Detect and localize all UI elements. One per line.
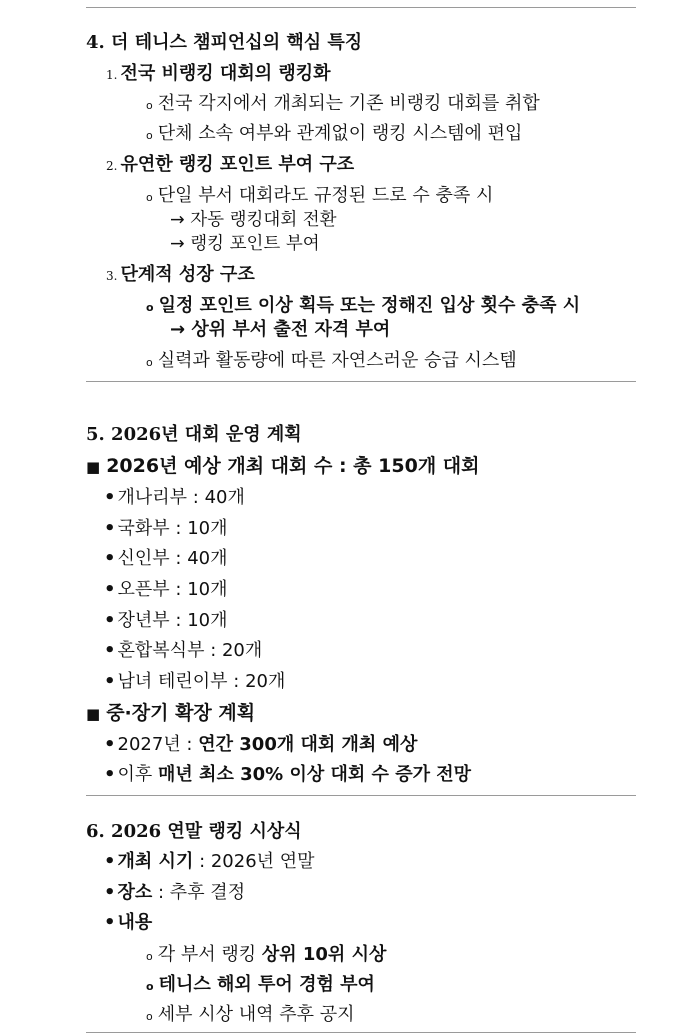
feature-1-a-text: 전국 각지에서 개최되는 기존 비랭킹 대회를 취합: [157, 93, 540, 114]
feature-3-number: 3.: [106, 269, 118, 283]
ceremony-where-row: [104, 881, 245, 905]
ceremony-when-label: 개최 시기: [117, 851, 194, 872]
dot-bullet-icon: •: [104, 882, 116, 903]
section-6-title: 6. 2026 연말 랭킹 시상식: [86, 821, 302, 842]
division-name: 개나리부: [117, 487, 188, 508]
division-sep: :: [169, 579, 188, 600]
feature-3-title: 단계적 성장 구조: [120, 264, 255, 285]
dot-bullet-icon: •: [104, 912, 116, 933]
circle-bullet-icon: o: [146, 950, 153, 963]
circle-bullet-icon: o: [146, 191, 153, 204]
annual-count-text: 2026년 예상 개최 대회 수 : 총 150개 대회: [106, 455, 480, 477]
section-5-title: 5. 2026년 대회 운영 계획: [86, 424, 302, 445]
feature-1-title: 전국 비랭킹 대회의 랭킹화: [120, 63, 331, 84]
division-name: 신인부: [117, 548, 170, 569]
feature-3-arrow-1: → 상위 부서 출전 자격 부여: [170, 319, 391, 340]
feature-3-heading: [106, 263, 255, 288]
division-row: [104, 517, 228, 541]
division-row: [104, 670, 285, 694]
plan-2027-label: 2027년 :: [117, 734, 199, 755]
feature-2-bullet-a: [146, 184, 493, 210]
circle-bullet-icon: o: [146, 1010, 153, 1023]
plan-2027-value: 연간 300개 대회 개최 예상: [198, 734, 418, 755]
dot-bullet-icon: •: [104, 579, 116, 600]
division-sep: :: [169, 548, 188, 569]
division-sep: :: [227, 671, 246, 692]
feature-2-arrow-2: → 랭킹 포인트 부여: [170, 234, 320, 254]
dot-bullet-icon: •: [104, 851, 116, 872]
section-5-heading-1: [86, 454, 480, 479]
section-4-divider: [86, 381, 636, 382]
division-count: 20개: [245, 671, 286, 692]
circle-bullet-icon: o: [146, 301, 154, 314]
feature-1-heading: [106, 62, 331, 87]
content-3-text: 세부 시상 내역 추후 공지: [157, 1004, 355, 1025]
feature-2-title: 유연한 랭킹 포인트 부여 구조: [120, 154, 355, 175]
ceremony-content-label: 내용: [117, 912, 153, 933]
division-sep: :: [169, 518, 188, 539]
division-count: 40개: [204, 487, 245, 508]
dot-bullet-icon: •: [104, 610, 116, 631]
dot-bullet-icon: •: [104, 671, 116, 692]
circle-bullet-icon: o: [146, 980, 154, 993]
circle-bullet-icon: o: [146, 356, 153, 369]
ceremony-where-value: : 추후 결정: [152, 882, 246, 903]
dot-bullet-icon: •: [104, 734, 116, 755]
section-5-heading-2: [86, 701, 255, 726]
feature-2-heading: [106, 153, 354, 178]
division-name: 오픈부: [117, 579, 170, 600]
bottom-divider: [86, 1032, 636, 1033]
content-2-text: 테니스 해외 투어 경험 부여: [158, 974, 375, 995]
section-4-title: 4. 더 테니스 챔피언십의 핵심 특징: [86, 32, 363, 53]
division-sep: :: [169, 610, 188, 631]
dot-bullet-icon: •: [104, 640, 116, 661]
feature-2-number: 2.: [106, 159, 118, 173]
division-count: 40개: [187, 548, 228, 569]
ceremony-when-value: : 2026년 연말: [193, 851, 315, 872]
division-count: 10개: [187, 579, 228, 600]
division-sep: :: [204, 640, 222, 661]
feature-1-number: 1.: [106, 68, 118, 82]
division-name: 국화부: [117, 518, 170, 539]
square-bullet-icon: ■: [86, 458, 101, 476]
feature-2-arrow-1: → 자동 랭킹대회 전환: [170, 210, 337, 230]
ceremony-content-2: [146, 973, 375, 999]
division-row: [104, 609, 228, 633]
square-bullet-icon: ■: [86, 705, 101, 723]
division-row: [104, 547, 228, 571]
dot-bullet-icon: •: [104, 487, 116, 508]
division-count: 10개: [187, 610, 228, 631]
ceremony-when-row: [104, 850, 315, 874]
plan-row-after: [104, 763, 471, 787]
content-1-bold: 상위 10위 시상: [261, 944, 387, 965]
expansion-plan-text: 중·장기 확장 계획: [106, 702, 256, 724]
ceremony-content-1: [146, 943, 386, 969]
division-count: 20개: [221, 640, 263, 661]
division-name: 혼합복식부: [117, 640, 205, 661]
top-divider: [86, 7, 636, 8]
division-row: [104, 578, 228, 602]
feature-1-b-text: 단체 소속 여부와 관계없이 랭킹 시스템에 편입: [157, 123, 523, 144]
dot-bullet-icon: •: [104, 518, 116, 539]
section-5-divider: [86, 795, 636, 796]
division-sep: :: [187, 487, 205, 508]
division-row: [104, 639, 262, 663]
ceremony-where-label: 장소: [117, 882, 153, 903]
feature-3-b-text: 실력과 활동량에 따른 자연스러운 승급 시스템: [157, 350, 517, 371]
feature-2-a-text: 단일 부서 대회라도 규정된 드로 수 충족 시: [157, 185, 494, 206]
circle-bullet-icon: o: [146, 99, 153, 112]
feature-3-bullet-a: [146, 294, 580, 320]
plan-after-value: 매년 최소 30% 이상 대회 수 증가 전망: [158, 764, 472, 785]
dot-bullet-icon: •: [104, 764, 116, 785]
ceremony-content-3: [146, 1003, 355, 1029]
dot-bullet-icon: •: [104, 548, 116, 569]
feature-1-bullet-a: [146, 92, 540, 118]
plan-after-label: 이후: [117, 764, 159, 785]
circle-bullet-icon: o: [146, 129, 153, 142]
division-name: 장년부: [117, 610, 170, 631]
feature-1-bullet-b: [146, 122, 522, 148]
division-row: [104, 486, 245, 510]
division-name: 남녀 테린이부: [117, 671, 228, 692]
feature-3-a-text: 일정 포인트 이상 획득 또는 정해진 입상 횟수 충족 시: [158, 295, 581, 316]
content-1-pre: 각 부서 랭킹: [157, 944, 262, 965]
ceremony-content-row: [104, 911, 152, 935]
plan-row-2027: [104, 733, 417, 757]
feature-3-bullet-b: [146, 349, 517, 375]
division-count: 10개: [187, 518, 228, 539]
